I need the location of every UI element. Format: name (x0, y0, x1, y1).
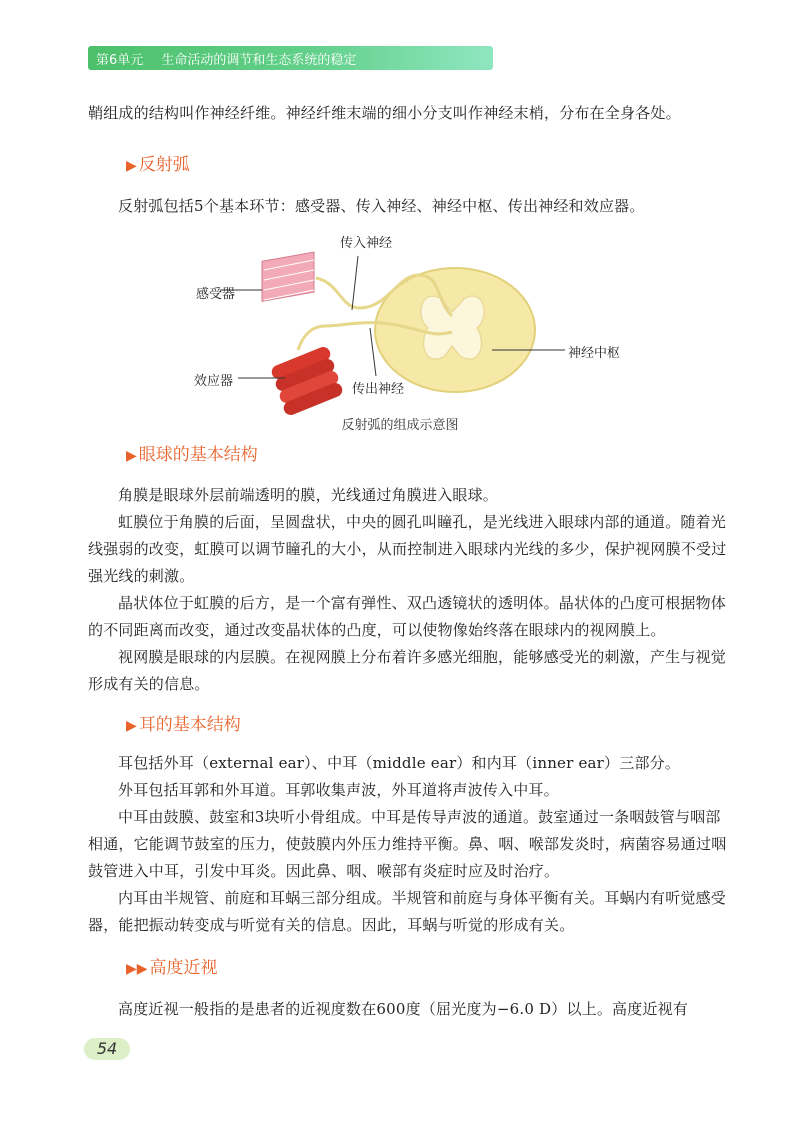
heading-reflex-arc-text: 反射弧 (138, 155, 190, 175)
leader-afferent (352, 256, 358, 310)
heading-eye-structure (126, 440, 258, 465)
paragraph-nerve-fiber: 鞘组成的结构叫作神经纤维。神经纤维末端的细小分支叫作神经末梢，分布在全身各处。 (88, 104, 681, 122)
triangle-marker-icon: ▶ (126, 718, 137, 734)
label-efferent-nerve: 传出神经 (352, 382, 405, 397)
paragraph-outer-ear: 外耳包括耳郭和外耳道。耳郭收集声波，外耳道将声波传入中耳。 (118, 781, 559, 799)
label-nerve-center: 神经中枢 (568, 346, 621, 361)
paragraph-high-myopia: 高度近视一般指的是患者的近视度数在600度（屈光度为−6.0 D）以上。高度近视有 (118, 1000, 689, 1018)
paragraph-ear-parts: 耳包括外耳（external ear）、中耳（middle ear）和内耳（inner ear）三部分。 (118, 754, 681, 772)
label-receptor: 感受器 (196, 287, 236, 302)
paragraph-middle-ear: 中耳由鼓膜、鼓室和3块听小骨组成。中耳是传导声波的通道。鼓室通过一条咽鼓管与咽部相通，它能调节鼓室的压力，使鼓膜内外压力维持平衡。鼻、咽、喉部发炎时，病菌容易通过咽鼓管进入中耳，引发中耳炎。因此鼻、咽、喉部有炎症时应及时治疗。 (88, 808, 727, 880)
double-triangle-marker-icon: ▶▶ (126, 961, 148, 977)
triangle-marker-icon: ▶ (126, 158, 137, 174)
label-effector: 效应器 (194, 374, 234, 389)
figure-caption: 反射弧的组成示意图 (341, 418, 459, 433)
paragraph-inner-ear: 内耳由半规管、前庭和耳蜗三部分组成。半规管和前庭与身体平衡有关。耳蜗内有听觉感受器，能把振动转变成与听觉有关的信息。因此，耳蜗与听觉的形成有关。 (88, 889, 727, 934)
reflex-arc-illustration (190, 228, 650, 418)
page-number: 54 (84, 1038, 130, 1060)
reflex-arc-figure (190, 228, 650, 418)
paragraph-retina: 视网膜是眼球的内层膜。在视网膜上分布着许多感光细胞，能够感受光的刺激，产生与视觉形成有关的信息。 (88, 648, 727, 693)
receptor-shape (262, 252, 314, 301)
unit-title: 生命活动的调节和生态系统的稳定 (161, 53, 357, 68)
heading-high-myopia (126, 953, 218, 978)
paragraph-lens: 晶状体位于虹膜的后方，是一个富有弹性、双凸透镜状的透明体。晶状体的凸度可根据物体的不同距离而改变，通过改变晶状体的凸度，可以使物像始终落在眼球内的视网膜上。 (88, 594, 727, 639)
paragraph-iris: 虹膜位于角膜的后面，呈圆盘状，中央的圆孔叫瞳孔，是光线进入眼球内部的通道。随着光线强弱的改变，虹膜可以调节瞳孔的大小，从而控制进入眼球内光线的多少，保护视网膜不受过强光线的刺激。 (88, 513, 727, 585)
heading-eye-text: 眼球的基本结构 (138, 445, 258, 465)
effector-shape (270, 345, 345, 417)
label-afferent-nerve: 传入神经 (340, 236, 393, 251)
paragraph-cornea: 角膜是眼球外层前端透明的膜，光线通过角膜进入眼球。 (118, 486, 499, 504)
heading-ear-structure (126, 710, 241, 735)
heading-ear-text: 耳的基本结构 (138, 715, 241, 735)
running-header (96, 49, 370, 68)
unit-label: 第6单元 (96, 53, 144, 68)
paragraph-reflex-intro: 反射弧包括5个基本环节：感受器、传入神经、神经中枢、传出神经和效应器。 (118, 197, 645, 215)
triangle-marker-icon: ▶ (126, 448, 137, 464)
heading-myopia-text: 高度近视 (149, 958, 218, 978)
heading-reflex-arc (126, 150, 190, 175)
